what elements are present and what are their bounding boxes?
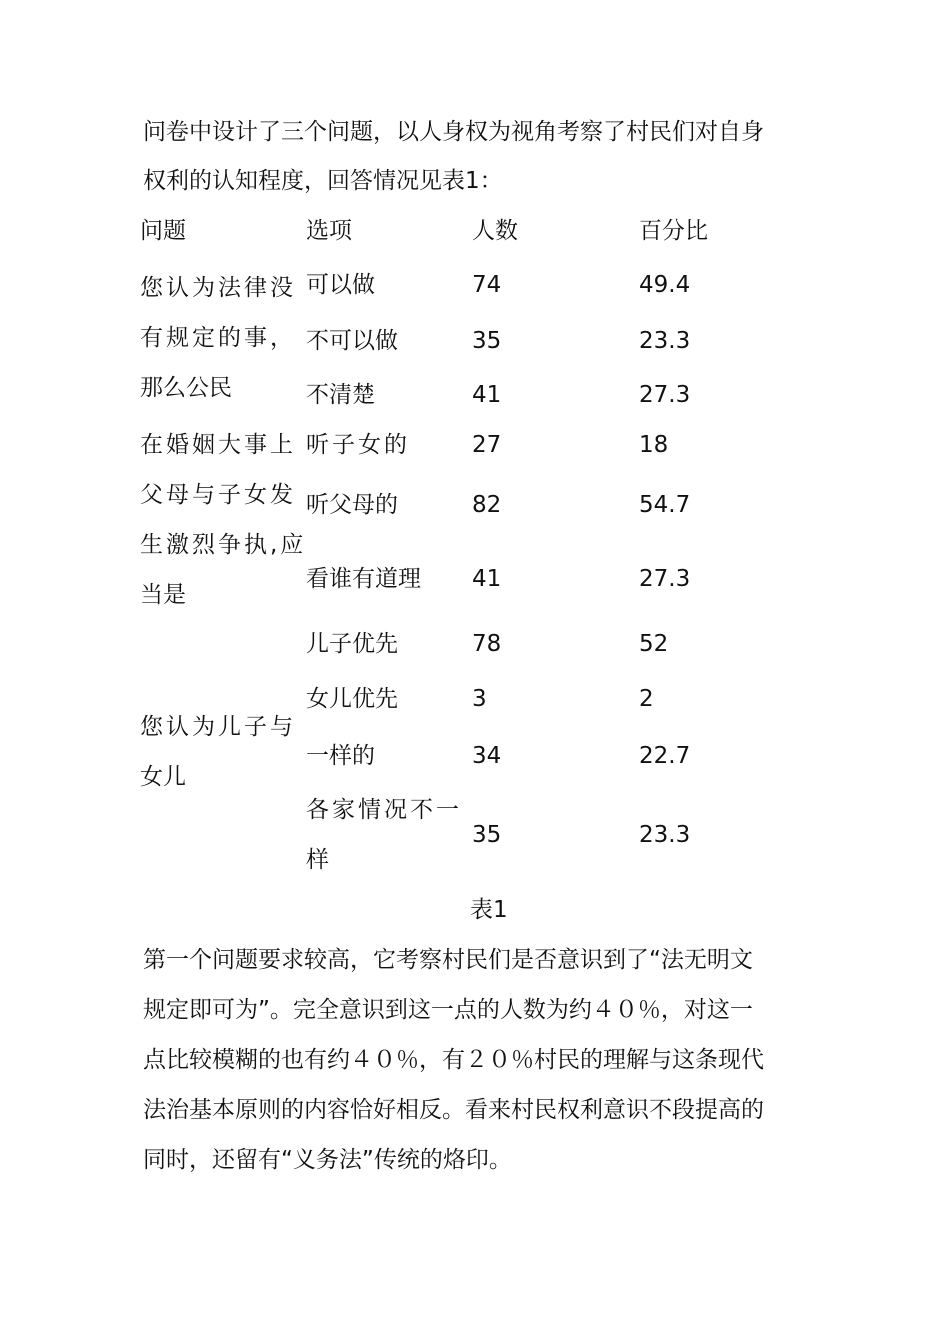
header-option: 选项 xyxy=(306,218,352,244)
row-9-count: 34 xyxy=(472,743,502,769)
row-2-count: 35 xyxy=(472,328,502,354)
row-2-option: 不可以做 xyxy=(306,328,398,354)
row-10-percent: 23.3 xyxy=(639,822,691,848)
question-2-line-1: 在婚姻大事上 xyxy=(140,432,296,458)
row-9-option: 一样的 xyxy=(306,743,375,769)
question-3-line-2: 女儿 xyxy=(140,764,186,790)
body-line-4: 法治基本原则的内容恰好相反。看来村民权利意识不段提高的 xyxy=(143,1097,764,1123)
row-4-option: 听子女的 xyxy=(306,432,410,458)
row-6-percent: 27.3 xyxy=(639,566,691,592)
question-1-line-2: 有规定的事， xyxy=(140,325,296,351)
row-7-option: 儿子优先 xyxy=(306,631,398,657)
row-2-percent: 23.3 xyxy=(639,328,691,354)
row-5-percent: 54.7 xyxy=(639,492,691,518)
question-1-line-3: 那么公民 xyxy=(140,375,232,401)
row-6-count: 41 xyxy=(472,566,502,592)
question-1-line-1: 您认为法律没 xyxy=(140,275,296,301)
row-10-count: 35 xyxy=(472,822,502,848)
row-8-percent: 2 xyxy=(639,686,654,712)
row-5-option: 听父母的 xyxy=(306,492,398,518)
question-2-line-3: 生激烈争执,应 xyxy=(140,532,307,558)
question-2-line-4: 当是 xyxy=(140,582,186,608)
header-question: 问题 xyxy=(140,218,186,244)
question-2-line-2: 父母与子女发 xyxy=(140,482,296,508)
row-6-option: 看谁有道理 xyxy=(306,566,421,592)
row-8-count: 3 xyxy=(472,686,487,712)
row-1-option: 可以做 xyxy=(306,272,375,298)
header-count: 人数 xyxy=(472,218,518,244)
body-line-3: 点比较模糊的也有约４０％，有２０％村民的理解与这条现代 xyxy=(143,1047,764,1073)
body-line-2: 规定即可为”。完全意识到这一点的人数为约４０％，对这一 xyxy=(143,997,753,1023)
row-4-percent: 18 xyxy=(639,432,669,458)
row-3-count: 41 xyxy=(472,382,502,408)
row-10-option-cont: 样 xyxy=(306,847,329,873)
intro-line-1: 问卷中设计了三个问题，以人身权为视角考察了村民们对自身 xyxy=(143,119,764,145)
row-1-percent: 49.4 xyxy=(639,272,691,298)
row-7-percent: 52 xyxy=(639,631,669,657)
row-7-count: 78 xyxy=(472,631,502,657)
row-10-option: 各家情况不一 xyxy=(306,797,462,823)
body-line-5: 同时，还留有“义务法”传统的烙印。 xyxy=(143,1147,512,1173)
row-4-count: 27 xyxy=(472,432,502,458)
row-3-option: 不清楚 xyxy=(306,382,375,408)
row-9-percent: 22.7 xyxy=(639,743,691,769)
body-line-1: 第一个问题要求较高，它考察村民们是否意识到了“法无明文 xyxy=(143,947,753,973)
header-percent: 百分比 xyxy=(639,218,708,244)
row-1-count: 74 xyxy=(472,272,502,298)
table-caption: 表1 xyxy=(470,897,508,923)
row-8-option: 女儿优先 xyxy=(306,686,398,712)
intro-line-2: 权利的认知程度，回答情况见表1： xyxy=(143,168,503,194)
question-3-line-1: 您认为儿子与 xyxy=(140,714,296,740)
row-3-percent: 27.3 xyxy=(639,382,691,408)
row-5-count: 82 xyxy=(472,492,502,518)
